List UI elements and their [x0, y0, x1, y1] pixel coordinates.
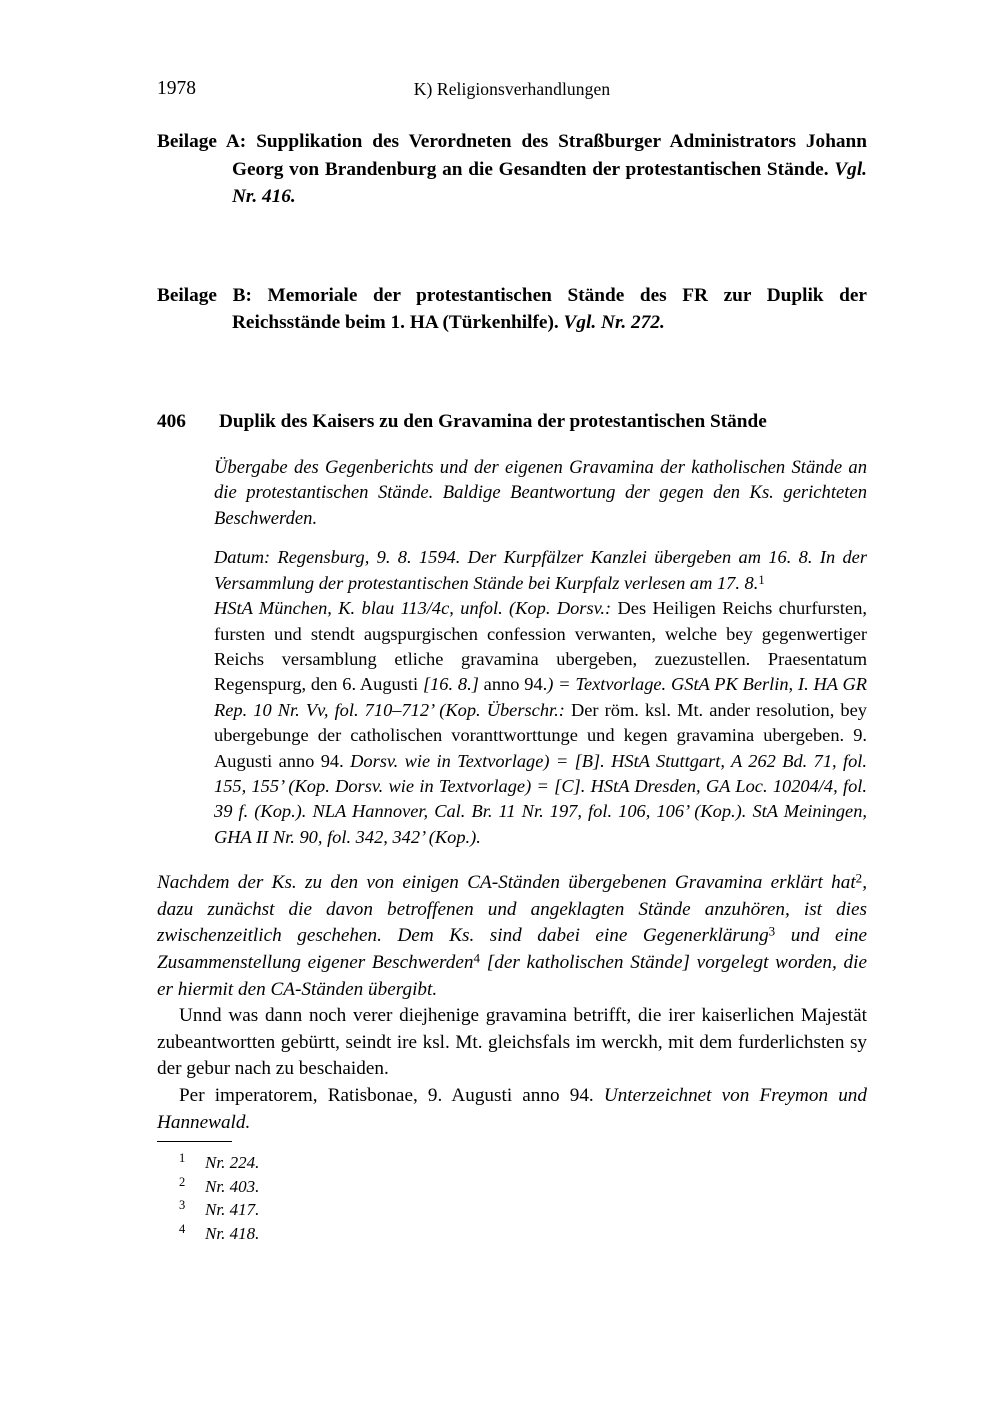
italic-run: Dorsv. wie in Textvorlage) = [B]. HStA Stuttgart, A 262 Bd. 71, fol. 155, 155’ (Kop. Dorsv. wie in Textvorlage) = [C]. HStA Dresden, GA Loc. 10204/4, fol. 39 f. (Kop.). NLA Hannover, Cal. Br. 11 Nr. 197, fol. 106, 106’ (Kop.). StA Meiningen, GHA II Nr. 90, fol. 342, 342’ (Kop.). — [214, 750, 867, 847]
main-text — [157, 870, 867, 1136]
footnote-item — [157, 1222, 867, 1246]
beilage-b-label: Beilage B: — [157, 284, 252, 306]
section-heading — [157, 409, 867, 435]
beilage-a-label: Beilage A: — [157, 131, 247, 152]
footnote-list — [157, 1151, 867, 1245]
beilage-b — [157, 282, 867, 337]
beilage-a-reference: Vgl. Nr. 416. — [232, 158, 867, 207]
footnote-text: Nr. 417. — [205, 1200, 260, 1219]
beilage-a-text: Supplikation des Verordneten des Straßburger Administrators Johann Georg von Brandenburg an die Gesandten der protestantischen Stände. — [232, 131, 867, 180]
italic-run: Datum: Regensburg, 9. 8. 1594. Der Kurpfälzer Kanzlei übergeben am 16. 8. In der Versammlung der protestantischen Stände bei Kurpfalz verlesen am 17. 8. — [214, 547, 867, 593]
regest-summary: Übergabe des Gegenberichts und der eigenen Gravamina der katholischen Stände an die protestantischen Stände. Baldige Beantwortung der gegen den Ks. gerichteten Beschwerden. — [214, 456, 867, 529]
italic-run: Nachdem der Ks. zu den von einigen CA-Ständen übergebenen Gravamina erklärt hat — [157, 872, 856, 894]
footnote-text: Nr. 403. — [205, 1176, 260, 1196]
italic-run: Unterzeichnet von Freymon und Hannewald. — [157, 1084, 867, 1133]
italic-run: ) = Textvorlage. GStA PK Berlin, I. HA GR Rep. 10 Nr. Vv, fol. 710–712’ (Kop. Überschr.: — [214, 674, 868, 720]
beilage-a — [157, 128, 867, 211]
running-title: K) Religionsverhandlungen — [413, 79, 611, 99]
footnote-item — [157, 1151, 867, 1175]
roman-run: Unnd was dann noch verer diejhenige gravamina betrifft, die irer kaiserlichen Majestät zubeantwortten gebürtt, seindt ire ksl. Mt. gleichsfals im werckh, mit dem furderlichsten sy der gebur nach zu beschaiden. — [157, 1005, 867, 1080]
footnote-text: Nr. 418. — [205, 1223, 260, 1243]
italic-run: , dazu zunächst die davon betroffenen und angeklagten Stände anzuhören, ist dies zwischenzeitlich geschehen. Dem Ks. sind dabei eine Gegenerklärung — [157, 872, 867, 947]
italic-run: HStA München, K. blau 113/4c, unfol. (Kop. Dorsv.: — [214, 598, 612, 619]
italic-run: [16. 8.] — [422, 674, 479, 695]
section-number: 406 — [157, 410, 186, 432]
roman-run: Des Heiligen Reichs churfursten, fursten und stendt augspurgischen confession verwanten, welche bey gegenwertiger Reichs versamblung etliche gravamina ubergeben, zuezustellen. Praesentatum Regenspurg, den 6. Augusti — [214, 598, 867, 695]
footnote-marker[interactable]: 3 — [768, 923, 776, 939]
italic-run: [der katholischen Stände] vorgelegt worden, die er hiermit den CA-Ständen übergibt. — [157, 951, 867, 1000]
footnote-rule — [157, 1141, 232, 1142]
running-head — [157, 76, 867, 102]
body-paragraph — [157, 1003, 867, 1083]
beilage-b-text: Memoriale der protestantischen Stände des FR zur Duplik der Reichsstände beim 1. HA (Türkenhilfe). — [232, 284, 867, 333]
body-paragraph — [157, 1083, 867, 1136]
footnote-marker[interactable]: 1 — [758, 572, 765, 587]
page-number: 1978 — [157, 78, 196, 99]
body-paragraph — [157, 870, 867, 1003]
page-content — [157, 0, 867, 1136]
footnote-text: Nr. 224. — [205, 1153, 260, 1172]
footnote-item — [157, 1175, 867, 1199]
italic-run: und eine Zusammenstellung eigener Beschwerden — [157, 925, 867, 973]
roman-run: Der röm. ksl. Mt. ander resolution, bey ubergebunge der catholischen voranttworttunge und kegen gravamina ubergeben. 9. Augusti anno 94. — [214, 699, 867, 771]
source-note — [214, 545, 867, 850]
beilage-b-reference: Vgl. Nr. 272. — [563, 312, 665, 333]
footnote-marker[interactable]: 2 — [855, 870, 863, 886]
footnote-number: 3 — [179, 1198, 186, 1212]
roman-run: anno 94. — [478, 674, 548, 695]
footnote-number: 1 — [179, 1151, 186, 1165]
section-title: Duplik des Kaisers zu den Gravamina der protestantischen Stände — [219, 410, 767, 432]
footnote-marker[interactable]: 4 — [473, 950, 481, 966]
footnote-number: 4 — [179, 1221, 186, 1236]
roman-run: Per imperatorem, Ratisbonae, 9. Augusti anno 94. — [179, 1084, 604, 1106]
footnote-section — [157, 1141, 867, 1245]
footnote-item — [157, 1198, 867, 1222]
footnote-number: 2 — [179, 1174, 186, 1189]
